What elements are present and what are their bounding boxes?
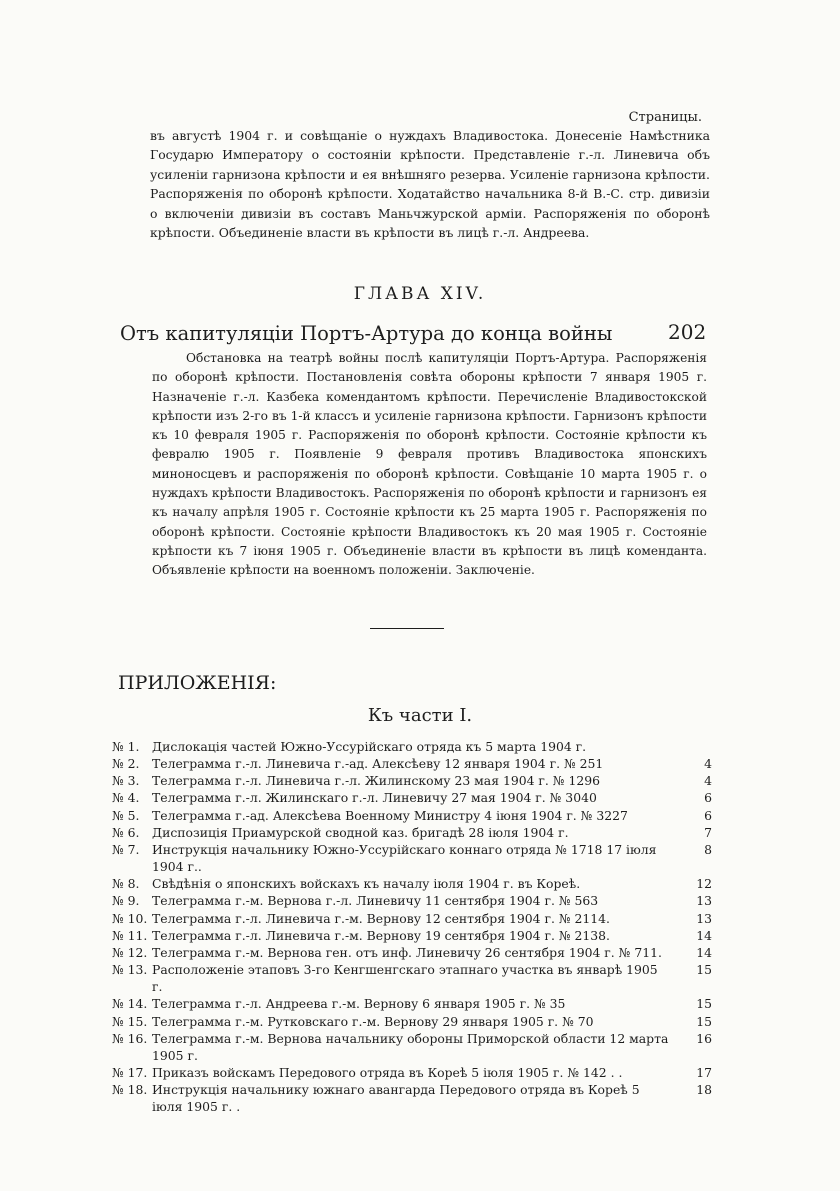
previous-chapter-text: [150, 126, 710, 242]
toc-entry-page: 14: [696, 927, 712, 943]
toc-entry-page: 17: [696, 1064, 712, 1080]
toc-entry-page: 13: [696, 910, 712, 926]
toc-entry: [112, 910, 712, 927]
toc-entry-page: 4: [704, 773, 712, 789]
toc-entry-title: Свѣдѣнія о японскихъ войскахъ къ началу іюля 1904 г. въ Кореѣ.: [152, 876, 581, 892]
previous-chapter-paragraph: въ августѣ 1904 г. и совѣщаніе о нуждахъ Владивостока. Донесеніе Намѣстника Государю Императору о состояніи крѣпости. Представленіе г.-л. Линевича объ усиленіи гарнизона крѣпости и ея внѣшняго резерва. Усиленіе гарнизона крѣпости. Распоряженія по оборонѣ крѣпости. Ходатайство начальника 8-й В.-С. стр. дивизіи о включеніи дивизіи въ составъ Маньчжурской арміи. Распоряженія по оборонѣ крѣпости. Объединеніе власти въ крѣпости въ лицѣ г.-л. Андреева.: [150, 128, 710, 241]
toc-entry-number: № 7.: [112, 841, 140, 857]
toc-entry: [112, 755, 712, 772]
toc-entry: [112, 995, 712, 1012]
toc-entry: [112, 961, 712, 995]
toc-entry-number: № 10.: [112, 910, 148, 926]
toc-entry-title: Телеграмма г.-л. Линевича г.-л. Жилинскому 23 мая 1904 г. № 1296: [152, 773, 600, 789]
toc-entry-number: № 16.: [112, 1030, 148, 1046]
toc-entry-title: Диспозиція Приамурской сводной каз. бригадѣ 28 іюля 1904 г.: [152, 824, 569, 840]
toc-entry-title: Телеграмма г.-м. Рутковскаго г.-м. Вернову 29 января 1905 г. № 70: [152, 1013, 594, 1029]
toc-entry: [112, 1064, 712, 1081]
toc-entry-title: Телеграмма г.-л. Линевича г.-м. Вернову 19 сентября 1904 г. № 2138.: [152, 927, 610, 943]
chapter-page-number: 202: [668, 320, 707, 344]
toc-entry-page: 15: [696, 962, 712, 978]
toc-entry-number: № 11.: [112, 927, 148, 943]
page-header: Страницы.: [628, 110, 702, 125]
toc-entry-title: Телеграмма г.-м. Вернова ген. отъ инф. Линевичу 26 сентября 1904 г. № 711.: [152, 944, 662, 960]
chapter-heading: ГЛАВА XIV.: [353, 284, 487, 304]
toc-entry-title: Приказъ войскамъ Передового отряда въ Кореѣ 5 іюля 1905 г. № 142 . .: [152, 1064, 623, 1080]
toc-entry: [112, 944, 712, 961]
toc-entry-page: 4: [704, 756, 712, 772]
toc-entry-title: Телеграмма г.-л. Линевича г.-ад. Алексѣеву 12 января 1904 г. № 251: [152, 756, 604, 772]
toc-entry: [112, 738, 712, 755]
toc-entry-title: Телеграмма г.-л. Жилинскаго г.-л. Линевичу 27 мая 1904 г. № 3040: [152, 790, 597, 806]
toc-entry-title: Инструкція начальнику южнаго авангарда Передового отряда въ Кореѣ 5 іюля 1905 г. .: [152, 1082, 640, 1115]
toc-entry-page: 18: [696, 1082, 712, 1098]
toc-entry-title: Дислокація частей Южно-Уссурійскаго отряда къ 5 марта 1904 г.: [152, 739, 587, 754]
toc-entry-number: № 2.: [112, 756, 140, 772]
toc-entry-title: Телеграмма г.-м. Вернова начальнику обороны Приморской области 12 марта 1905 г.: [152, 1030, 669, 1063]
toc-entry-title: Инструкція начальнику Южно-Уссурійскаго коннаго отряда № 1718 17 іюля 1904 г..: [152, 841, 657, 875]
toc-entry-page: 12: [696, 876, 712, 892]
toc-entry-number: № 9.: [112, 893, 140, 909]
toc-entry-page: 15: [696, 1013, 712, 1029]
toc-entry-page: 13: [696, 893, 712, 909]
toc-entry-page: 14: [696, 944, 712, 960]
toc-entry-number: № 13.: [112, 962, 148, 978]
toc-entry: [112, 789, 712, 806]
toc-entry-page: 7: [704, 824, 712, 840]
toc-entry-number: № 15.: [112, 1013, 148, 1029]
toc-entry-number: № 17.: [112, 1064, 148, 1080]
toc-entry-title: Телеграмма г.-ад. Алексѣева Военному Министру 4 іюня 1904 г. № 3227: [152, 807, 628, 823]
toc-entry: [112, 841, 712, 875]
toc-entry: [112, 824, 712, 841]
toc-entry: [112, 1013, 712, 1030]
part-heading: Къ части I.: [367, 705, 473, 726]
toc-entry-page: 6: [704, 807, 712, 823]
toc-entry-page: 6: [704, 790, 712, 806]
appendices-heading: ПРИЛОЖЕНІЯ:: [118, 672, 277, 694]
toc-entry: [112, 927, 712, 944]
toc-entry-page: 16: [696, 1030, 712, 1046]
toc-entry: [112, 807, 712, 824]
section-divider: [370, 628, 444, 629]
toc-entry-number: № 8.: [112, 876, 140, 892]
toc-entry: [112, 1081, 712, 1115]
toc-entry-number: № 3.: [112, 773, 140, 789]
toc-entry-number: № 5.: [112, 807, 140, 823]
toc-entry-title: Телеграмма г.-л. Андреева г.-м. Вернову 6 января 1905 г. № 35: [152, 996, 566, 1012]
toc-entry-title: Расположеніе этаповъ 3-го Кенгшенгскаго этапнаго участка въ январѣ 1905 г.: [152, 962, 658, 995]
toc-entry-number: № 18.: [112, 1082, 148, 1098]
toc-entry-number: № 1.: [112, 739, 140, 754]
chapter-summary: [152, 349, 707, 581]
appendix-list: [112, 738, 712, 1115]
toc-entry-page: 15: [696, 996, 712, 1012]
toc-entry-title: Телеграмма г.-л. Линевича г.-м. Вернову 12 сентября 1904 г. № 2114.: [152, 910, 610, 926]
toc-entry-number: № 14.: [112, 996, 148, 1012]
toc-entry: [112, 1030, 712, 1064]
chapter-title: Отъ капитуляціи Портъ-Артура до конца войны: [120, 322, 613, 345]
toc-entry-title: Телеграмма г.-м. Вернова г.-л. Линевичу 11 сентября 1904 г. № 563: [152, 893, 599, 909]
toc-entry: [112, 772, 712, 789]
toc-entry: [112, 875, 712, 892]
toc-entry: [112, 892, 712, 909]
chapter-summary-paragraph: Обстановка на театрѣ войны послѣ капитуляціи Портъ-Артура. Распоряженія по оборонѣ крѣпости. Постановленія совѣта обороны крѣпости 7 января 1905 г. Назначеніе г.-л. Казбека комендантомъ крѣпости. Перечисленіе Владивостокской крѣпости изъ 2-го въ 1-й классъ и усиленіе гарнизона крѣпости. Гарнизонъ крѣпости къ 10 февраля 1905 г. Распоряженія по оборонѣ крѣпости. Состояніе крѣпости къ февралю 1905 г. Появленіе 9 февраля противъ Владивостока японскихъ миноносцевъ и распоряженія по оборонѣ крѣпости. Совѣщаніе 10 марта 1905 г. о нуждахъ крѣпости Владивостокъ. Распоряженія по оборонѣ крѣпости и гарнизонъ ея къ началу апрѣля 1905 г. Состояніе крѣпости къ 25 марта 1905 г. Распоряженія по оборонѣ крѣпости. Состояніе крѣпости Владивостокъ къ 20 мая 1905 г. Состояніе крѣпости къ 7 іюня 1905 г. Объединеніе власти въ крѣпости въ лицѣ коменданта. Объявленіе крѣпости на военномъ положеніи. Заключеніе.: [152, 351, 707, 578]
toc-entry-number: № 4.: [112, 790, 140, 806]
toc-entry-page: 8: [704, 841, 712, 857]
toc-entry-number: № 6.: [112, 824, 140, 840]
toc-entry-number: № 12.: [112, 944, 148, 960]
